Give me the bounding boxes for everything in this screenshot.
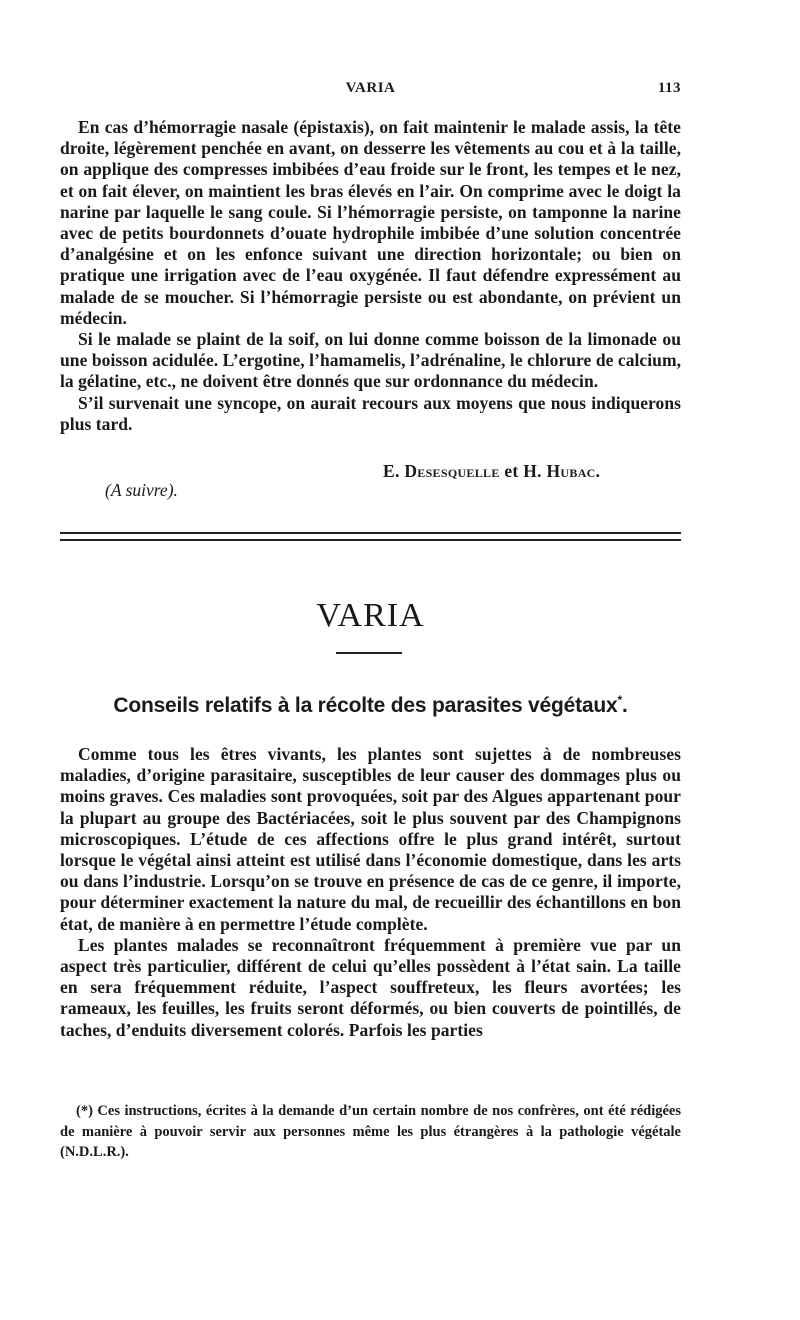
section-title: VARIA <box>316 597 425 634</box>
running-header <box>60 80 681 100</box>
to-be-continued: (A suivre). <box>105 480 178 500</box>
previous-article-text <box>60 117 681 435</box>
paragraph: Si le malade se plaint de la soif, on lui donne comme boisson de la limonade ou une boisson acidulée. L’ergotine, l’hamamelis, l’adrénaline, le chlorure de calcium, la gélatine, etc., ne doivent être donnés que sur ordonnance du médecin. <box>60 329 681 392</box>
title-rule <box>336 652 402 654</box>
article-title: Conseils relatifs à la récolte des parasites végétaux*. <box>113 693 628 717</box>
author-name: Hubac. <box>546 461 601 481</box>
footnote: (*) Ces instructions, écrites à la demande d’un certain nombre de nos confrères, ont été rédigées de manière à pouvoir servir aux personnes même les plus étrangères à la pathologie végétale (N.D.L.R.). <box>60 1103 681 1160</box>
paragraph: Les plantes malades se reconnaîtront fréquemment à première vue par un aspect très particulier, différent de celui qu’elles possèdent à l’état sain. La taille en sera fréquemment réduite, l’aspect souffreteux, les fleurs avortées; les rameaux, les feuilles, les fruits seront déformés, ou bien couverts de pointillés, de taches, d’enduits diversement colorés. Parfois les parties <box>60 934 681 1040</box>
page-number: 113 <box>657 80 681 96</box>
author-name: Desesquelle <box>404 461 500 481</box>
running-title: VARIA <box>345 80 396 96</box>
article-signature: E. Desesquelle et H. Hubac. <box>383 461 601 481</box>
section-divider <box>60 532 681 541</box>
article-body <box>60 744 681 1041</box>
paragraph: S’il survenait une syncope, on aurait recours aux moyens que nous indiquerons plus tard. <box>60 392 681 434</box>
paragraph: En cas d’hémorragie nasale (épistaxis), on fait maintenir le malade assis, la tête droite, légèrement penchée en avant, on desserre les vêtements au cou et à la taille, on applique des compresses imbibées d’eau froide sur le front, les tempes et le nez, et on fait élever, on maintient les bras élevés en l’air. On comprime avec le doigt la narine par laquelle le sang coule. Si l’hémorragie persiste, on tamponne la narine avec de petits bourdonnets d’ouate hydrophile imbibée d’une solution concentrée d’analgésine et on les enfonce suivant une direction horizontale; ou bien on pratique une irrigation avec de l’eau oxygénée. Il faut défendre expressément au malade de se moucher. Si l’hémorragie persiste ou est abondante, on prévient un médecin. <box>60 117 681 328</box>
footnote-mark: * <box>617 693 622 707</box>
paragraph: Comme tous les êtres vivants, les plantes sont sujettes à de nombreuses maladies, d’origine parasitaire, susceptibles de leur causer des dommages plus ou moins graves. Ces maladies sont provoquées, soit par des Algues appartenant pour la plupart au groupe des Bactériacées, soit le plus souvent par des Champignons microscopiques. L’étude de ces affections offre le plus grand intérêt, surtout lorsque le végétal ainsi atteint est utilisé dans l’économie domestique, dans les arts ou dans l’industrie. Lorsqu’on se trouve en présence de cas de ce genre, il importe, pour déterminer exactement la nature du mal, de recueillir des échantillons en bon état, de manière à en permettre l’étude complète. <box>60 744 681 934</box>
